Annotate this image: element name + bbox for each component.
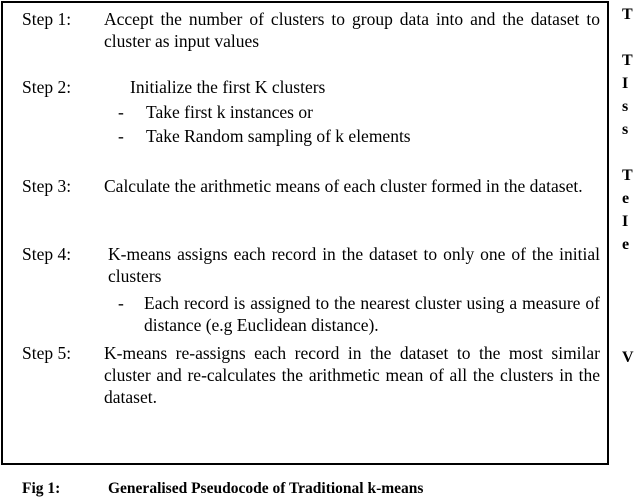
- right-column-fragment: s: [622, 121, 629, 138]
- right-column-fragment: I: [622, 213, 629, 230]
- step-1-label: Step 1:: [22, 9, 72, 29]
- step-3-text: Calculate the arithmetic means of each cluster formed in the dataset.: [104, 176, 583, 196]
- step-2-label: Step 2:: [22, 77, 72, 97]
- step-4-label: Step 4:: [22, 244, 72, 264]
- right-column-fragment: e: [622, 236, 630, 253]
- bullet-dash: -: [118, 102, 124, 122]
- step-4-bullet-1: [22, 292, 600, 340]
- step-5-text: K-means re-assigns each record in the dataset to the most similar cluster and re-calculates the arithmetic mean of all the clusters in the dataset.: [104, 343, 600, 407]
- right-column-fragment: e: [622, 190, 630, 207]
- figure-label: Fig 1:: [22, 480, 61, 497]
- right-column-fragment: T: [622, 52, 633, 69]
- step-1-text: Accept the number of clusters to group data into and the dataset to cluster as input values: [104, 9, 600, 51]
- step-2-bullet-2-text: Take Random sampling of k elements: [146, 126, 411, 146]
- figure-caption-text: Generalised Pseudocode of Traditional k-means: [108, 480, 424, 497]
- right-column-fragment: V: [622, 349, 634, 366]
- bullet-dash: -: [118, 293, 124, 313]
- step-2-text: Initialize the first K clusters: [130, 77, 326, 97]
- step-4-bullet-1-text: Each record is assigned to the nearest cluster using a measure of distance (e.g Euclidean distance).: [144, 293, 600, 335]
- step-3-label: Step 3:: [22, 176, 72, 196]
- right-column-fragment: I: [622, 75, 629, 92]
- step-5-label: Step 5:: [22, 343, 72, 363]
- right-column-fragment: T: [622, 167, 633, 184]
- right-column-fragment: s: [622, 98, 629, 115]
- step-2-bullet-1-text: Take first k instances or: [146, 102, 313, 122]
- right-column-fragment: T: [622, 6, 633, 23]
- bullet-dash: -: [118, 126, 124, 146]
- step-4-text: K-means assigns each record in the dataset to only one of the initial clusters: [108, 244, 600, 286]
